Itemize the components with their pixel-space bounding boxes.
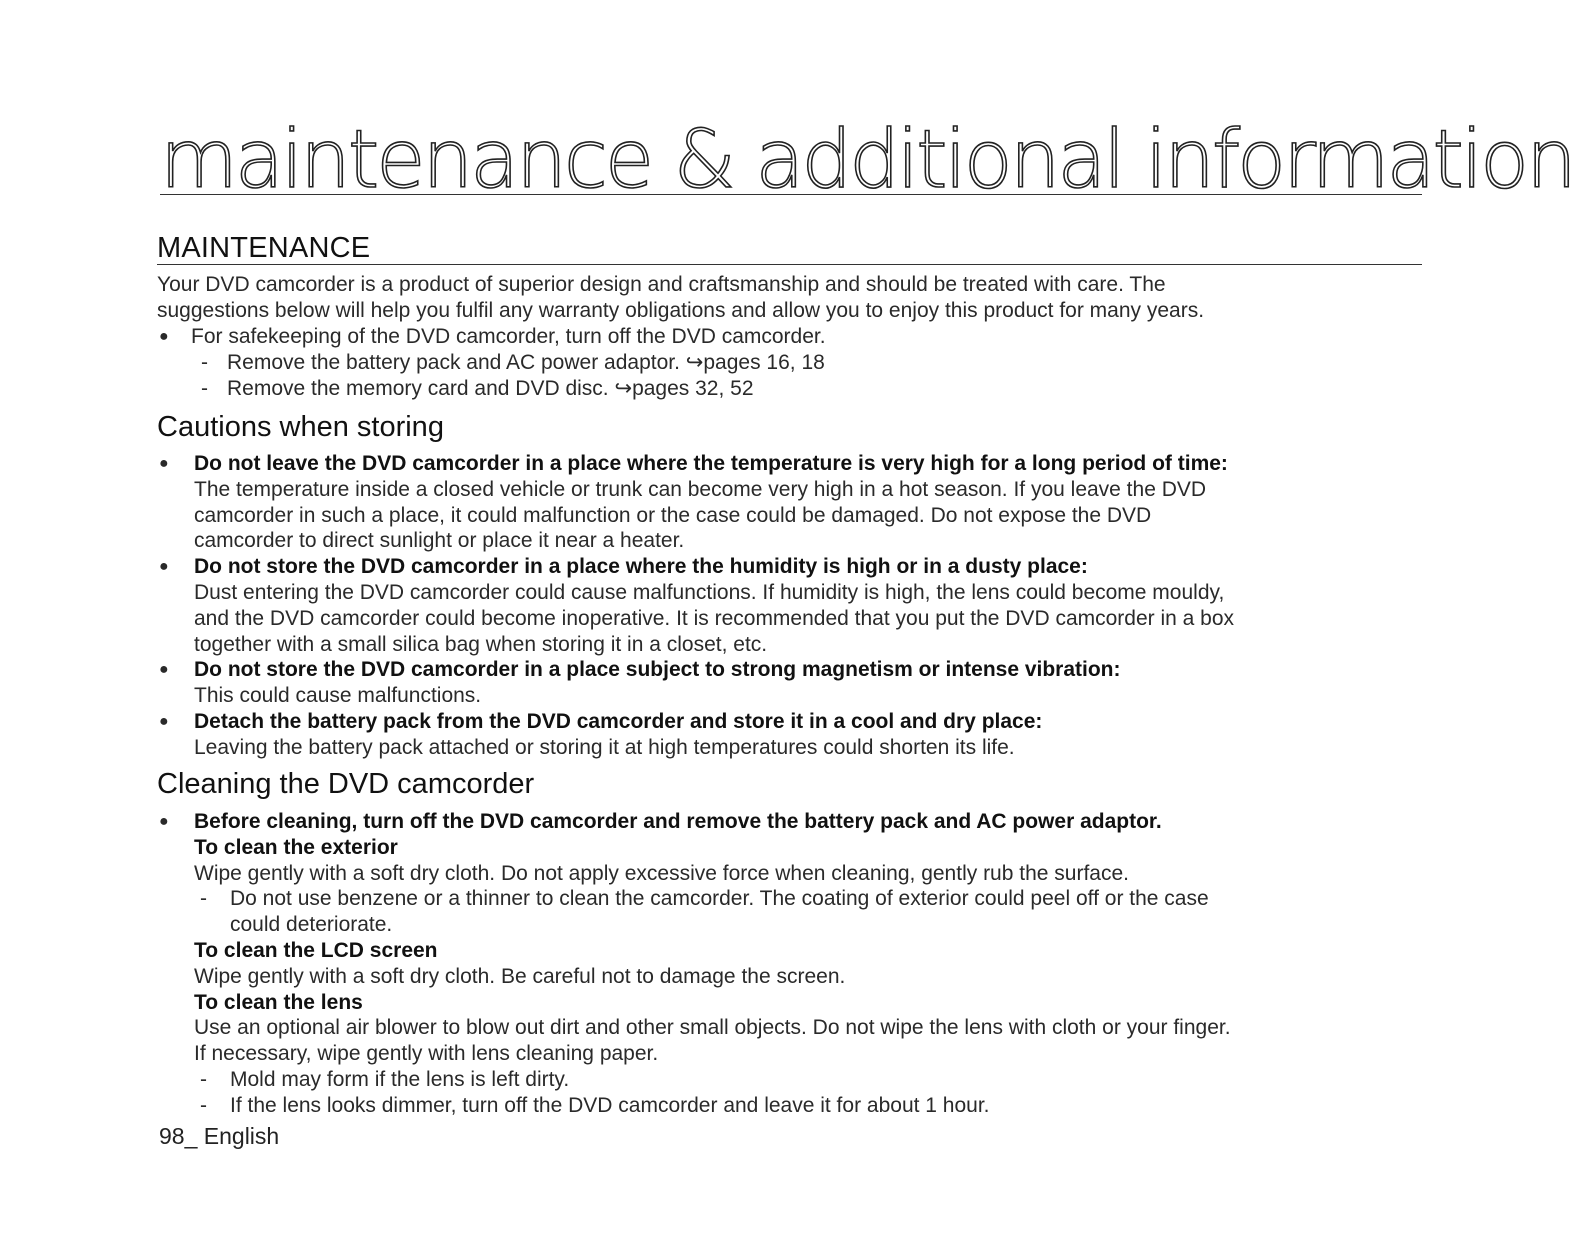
cleaning-item — [157, 809, 1417, 1119]
cleaning-title: Before cleaning, turn off the DVD camcorder and remove the battery pack and AC power adaptor. — [194, 810, 1162, 833]
bullet-icon: ● — [159, 712, 169, 730]
caution-title: Do not leave the DVD camcorder in a place where the temperature is very high for a long period of time: — [194, 452, 1228, 475]
dash-item — [157, 376, 1427, 402]
caution-text: and the DVD camcorder could become inoperative. It is recommended that you put the DVD camcorder in a box — [194, 606, 1235, 630]
dash-item — [194, 886, 1417, 912]
storing-list — [157, 451, 1417, 761]
bullet-icon: ● — [159, 558, 169, 576]
caution-item — [157, 709, 1417, 761]
section-heading-maintenance: MAINTENANCE — [157, 232, 1422, 265]
dash-icon: - — [200, 1067, 207, 1091]
dash-icon: - — [201, 377, 208, 400]
lens-title: To clean the lens — [194, 990, 363, 1014]
caution-item — [157, 554, 1417, 657]
dash-icon: - — [201, 351, 208, 374]
intro-line: suggestions below will help you fulfil any warranty obligations and allow you to enjoy this product for many years. — [157, 299, 1205, 322]
subheading-cautions-storing: Cautions when storing — [157, 411, 444, 443]
dash-text: could deteriorate. — [230, 913, 393, 937]
caution-title: Do not store the DVD camcorder in a place subject to strong magnetism or intense vibration: — [194, 658, 1121, 682]
chapter-title: maintenance & additional information — [160, 113, 1574, 206]
maintenance-intro — [157, 272, 1427, 402]
dash-text: If the lens looks dimmer, turn off the DVD camcorder and leave it for about 1 hour. — [230, 1093, 990, 1117]
lcd-title: To clean the LCD screen — [194, 938, 438, 962]
caution-text: This could cause malfunctions. — [194, 684, 482, 708]
caution-text: camcorder in such a place, it could malfunction or the case could be damaged. Do not expose the DVD — [194, 503, 1152, 527]
lcd-text: Wipe gently with a soft dry cloth. Be careful not to damage the screen. — [194, 964, 846, 988]
lens-text: Use an optional air blower to blow out dirt and other small objects. Do not wipe the lens with cloth or your finger. — [194, 1016, 1231, 1040]
caution-text: camcorder to direct sunlight or place it near a heater. — [194, 529, 685, 553]
page-number: 98_ English — [159, 1123, 280, 1149]
bullet-text: For safekeeping of the DVD camcorder, turn off the DVD camcorder. — [191, 325, 826, 348]
dash-text: Mold may form if the lens is left dirty. — [230, 1067, 570, 1091]
dash-icon: - — [200, 887, 207, 911]
dash-icon: - — [200, 1093, 207, 1117]
dash-text: Remove the memory card and DVD disc. ↪pages 32, 52 — [227, 377, 754, 400]
bullet-icon: ● — [159, 813, 169, 830]
dash-text: Do not use benzene or a thinner to clean the camcorder. The coating of exterior could peel off or the case — [230, 887, 1209, 911]
exterior-title: To clean the exterior — [194, 835, 398, 859]
dash-continuation — [194, 912, 1417, 938]
cleaning-list — [157, 809, 1417, 1119]
safekeeping-bullet — [157, 324, 1427, 350]
exterior-text: Wipe gently with a soft dry cloth. Do not apply excessive force when cleaning, gently rub the surface. — [194, 861, 1129, 885]
caution-title: Do not store the DVD camcorder in a place where the humidity is high or in a dusty place: — [194, 555, 1088, 579]
bullet-icon: ● — [159, 661, 169, 679]
caution-text: The temperature inside a closed vehicle or trunk can become very high in a hot season. If you leave the DVD — [194, 477, 1207, 501]
subheading-cleaning: Cleaning the DVD camcorder — [157, 768, 535, 800]
caution-item — [157, 451, 1417, 554]
caution-text: Leaving the battery pack attached or storing it at high temperatures could shorten its life. — [194, 735, 1015, 759]
dash-item — [157, 350, 1427, 376]
caution-text: together with a small silica bag when storing it in a closet, etc. — [194, 632, 768, 656]
bullet-icon: ● — [159, 328, 169, 345]
lens-text: If necessary, wipe gently with lens cleaning paper. — [194, 1042, 659, 1066]
dash-item — [194, 1067, 1417, 1093]
caution-item — [157, 657, 1417, 709]
caution-title: Detach the battery pack from the DVD camcorder and store it in a cool and dry place: — [194, 709, 1043, 733]
caution-text: Dust entering the DVD camcorder could cause malfunctions. If humidity is high, the lens could become mouldy, — [194, 580, 1225, 604]
dash-text: Remove the battery pack and AC power adaptor. ↪pages 16, 18 — [227, 351, 825, 374]
bullet-icon: ● — [159, 455, 169, 472]
dash-item — [194, 1093, 1417, 1119]
intro-line: Your DVD camcorder is a product of superior design and craftsmanship and should be treated with care. The — [157, 273, 1166, 296]
